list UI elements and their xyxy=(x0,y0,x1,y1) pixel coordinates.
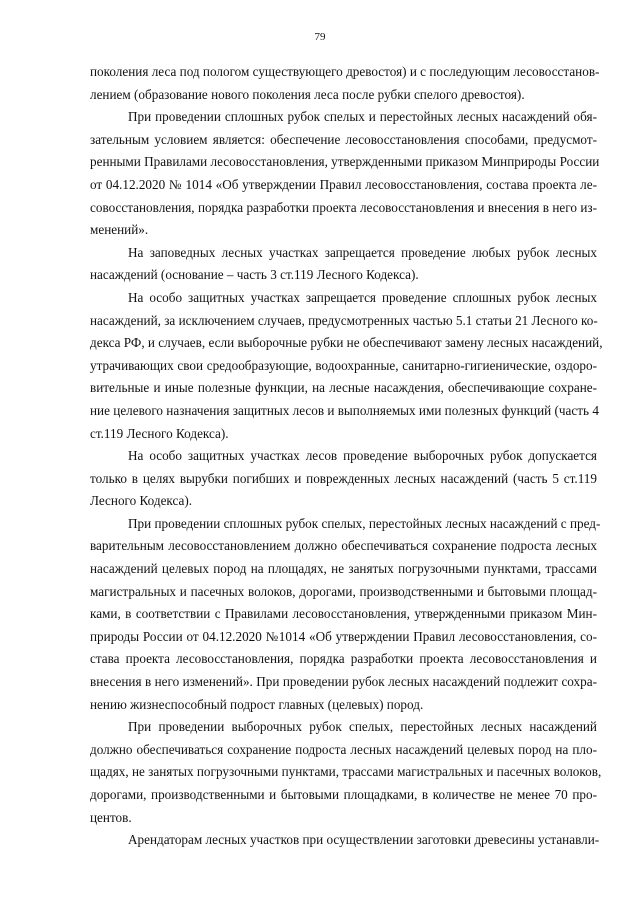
body-paragraph xyxy=(90,287,603,445)
text-line: зательным условием является: обеспечение лесовосстановления способами, предусмот- xyxy=(90,131,597,147)
text-line: нению жизнеспособный подрост главных (целевых) пород. xyxy=(90,696,424,712)
text-line: декса РФ, и случаев, если выборочные рубки не обеспечивают замену лесных насаждений, xyxy=(90,335,603,351)
text-line: ст.119 Лесного Кодекса). xyxy=(90,425,229,441)
text-line: На особо защитных участках запрещается проведение сплошных рубок лесных xyxy=(128,289,597,305)
text-line: лением (образование нового поколения леса после рубки спелого древостоя). xyxy=(90,86,525,102)
text-line: насаждений, за исключением случаев, предусмотренных частью 5.1 статьи 21 Лесного ко- xyxy=(90,312,598,328)
body-paragraph xyxy=(90,513,601,716)
text-line: природы России от 04.12.2020 №1014 «Об утверждении Правил лесовосстановления, со- xyxy=(90,628,597,644)
text-line: утрачивающих свои средообразующие, водоохранные, санитарно-гигиенические, оздоро- xyxy=(90,357,597,373)
page-number: 79 xyxy=(314,31,326,43)
text-line: должно обеспечиваться сохранение подроста лесных насаждений целевых пород на пло- xyxy=(90,741,597,757)
text-line: При проведении выборочных рубок спелых, перестойных лесных насаждений xyxy=(128,719,597,735)
text-line: ние целевого назначения защитных лесов и выполняемых ими полезных функций (часть 4 xyxy=(90,402,599,418)
text-line: На особо защитных участках лесов проведение выборочных рубок допускается xyxy=(128,448,597,464)
text-line: ренными Правилами лесовосстановления, утвержденными приказом Минприроды России xyxy=(90,154,600,170)
body-paragraph xyxy=(90,61,600,106)
body-paragraph xyxy=(90,445,597,513)
text-line: варительным лесовосстановлением должно обеспечиваться сохранение подроста лесных xyxy=(90,538,597,554)
text-line: совосстановления, порядка разработки проекта лесовосстановления и внесения в него из- xyxy=(90,199,597,215)
text-line: ками, в соответствии с Правилами лесовосстановления, утвержденными приказом Мин- xyxy=(90,606,597,622)
text-line: насаждений целевых пород на площадях, не занятых погрузочными пунктами, трассами xyxy=(90,561,597,577)
text-line: При проведении сплошных рубок спелых, перестойных лесных насаждений с пред- xyxy=(128,515,601,531)
text-line: щадях, не занятых погрузочными пунктами, трассами магистральных и пасечных волоков, xyxy=(90,764,602,780)
body-paragraph xyxy=(90,106,600,242)
text-line: менений». xyxy=(90,222,149,238)
text-line: от 04.12.2020 № 1014 «Об утверждении Правил лесовосстановления, состава проекта ле- xyxy=(90,176,597,192)
text-line: только в целях вырубки погибших и поврежденных лесных насаждений (часть 5 ст.119 xyxy=(90,470,597,486)
text-line: При проведении сплошных рубок спелых и перестойных лесных насаждений обя- xyxy=(128,109,597,125)
text-line: Арендаторам лесных участков при осуществлении заготовки древесины устанавли- xyxy=(128,832,600,848)
text-line: поколения леса под пологом существующего древостоя) и с последующим лесовосстанов- xyxy=(90,64,600,79)
text-line: внесения в него изменений». При проведении рубок лесных насаждений подлежит сохра- xyxy=(90,674,597,690)
body-paragraph xyxy=(90,716,602,829)
document-body xyxy=(90,61,603,852)
text-line: На заповедных лесных участках запрещается проведение любых рубок лесных xyxy=(128,244,597,260)
text-line: вительные и иные полезные функции, на лесные насаждения, обеспечивающие сохране- xyxy=(90,380,597,396)
body-paragraph xyxy=(90,242,597,287)
text-line: насаждений (основание – часть 3 ст.119 Лесного Кодекса). xyxy=(90,267,419,283)
text-line: центов. xyxy=(90,809,132,825)
body-paragraph xyxy=(90,829,600,852)
text-line: става проекта лесовосстановления, порядка разработки проекта лесовосстановления и xyxy=(90,651,597,667)
text-line: дорогами, производственными и бытовыми площадками, в количестве не менее 70 про- xyxy=(90,787,597,802)
text-line: Лесного Кодекса). xyxy=(90,493,193,509)
text-line: магистральных и пасечных волоков, дорогами, производственными и бытовыми площад- xyxy=(90,583,597,599)
